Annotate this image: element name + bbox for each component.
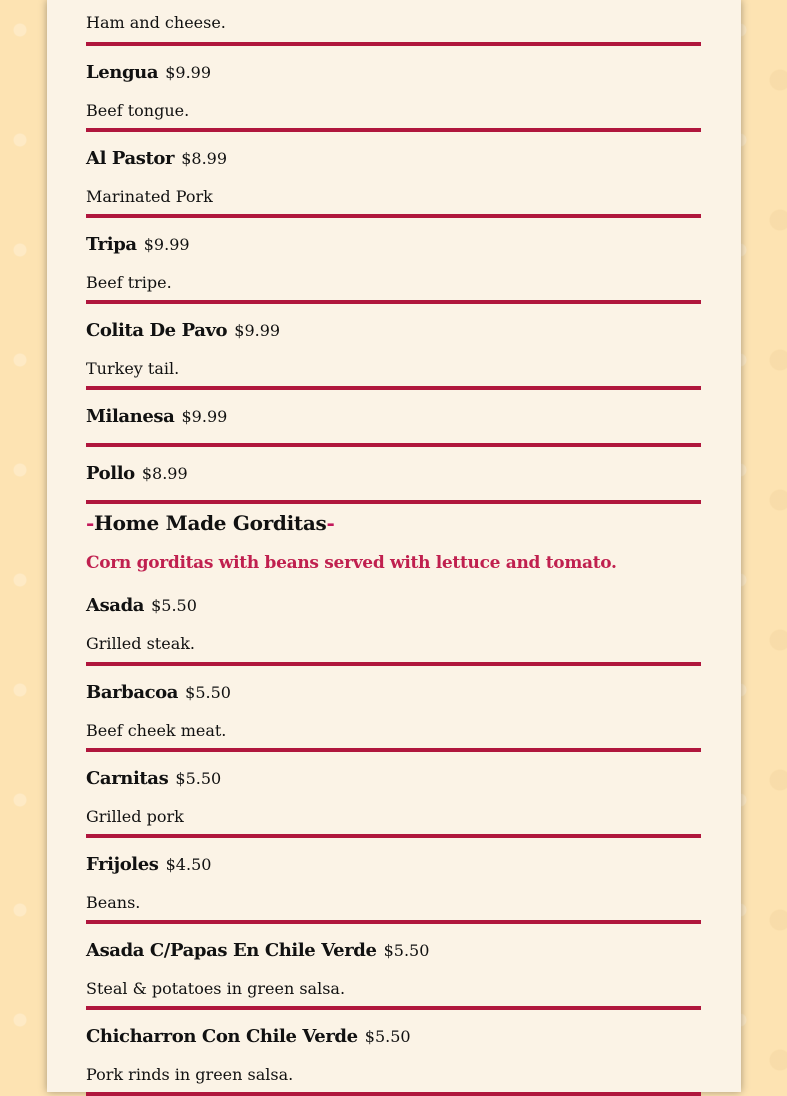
item-price: $9.99	[234, 321, 281, 340]
menu-item-lengua	[86, 46, 701, 132]
menu-item-milanesa	[86, 390, 701, 447]
menu-item-tripa	[86, 218, 701, 304]
item-price: $5.50	[364, 1027, 411, 1046]
menu-item-asada	[86, 586, 701, 666]
item-price: $5.50	[383, 941, 430, 960]
item-price: $5.50	[185, 683, 231, 702]
item-description: Beef cheek meat.	[86, 721, 227, 740]
item-name: Barbacoa	[86, 682, 179, 703]
item-name: Asada	[86, 595, 145, 616]
item-description: Grilled pork	[86, 807, 184, 826]
item-price: $9.99	[165, 63, 212, 82]
item-description: Steal & potatoes in green salsa.	[86, 979, 346, 998]
item-description: Beef tongue.	[86, 101, 190, 120]
item-name: Frijoles	[86, 854, 159, 875]
item-price: $5.50	[175, 769, 222, 788]
menu-item-colita-de-pavo	[86, 304, 701, 390]
item-name: Colita De Pavo	[86, 320, 228, 341]
item-price: $9.99	[181, 407, 228, 426]
section-title	[86, 511, 334, 535]
section-header	[86, 504, 701, 586]
item-description: Ham and cheese.	[86, 13, 226, 32]
menu-item-barbacoa	[86, 666, 701, 752]
menu-item-al-pastor	[86, 132, 701, 218]
menu-item-asada-papas-chile-verde	[86, 924, 701, 1010]
item-name: Lengua	[86, 62, 159, 83]
menu-item-carnitas	[86, 752, 701, 838]
section-title-text: Home Made Gorditas	[94, 511, 327, 535]
item-name: Pollo	[86, 463, 135, 484]
item-description: Turkey tail.	[86, 359, 180, 378]
section-subtitle: Corn gorditas with beans served with lettuce and tomato.	[86, 553, 617, 573]
item-description: Grilled steak.	[86, 634, 196, 653]
item-name: Asada C/Papas En Chile Verde	[86, 940, 377, 961]
item-price: $4.50	[165, 855, 212, 874]
item-description: Beans.	[86, 893, 141, 912]
title-dash-left: -	[86, 511, 95, 535]
item-price: $8.99	[181, 149, 228, 168]
item-price: $9.99	[143, 235, 190, 254]
menu-item-frijoles	[86, 838, 701, 924]
menu-item-chicharron-chile-verde	[86, 1010, 701, 1096]
item-description: Marinated Pork	[86, 187, 213, 206]
menu-page	[47, 0, 741, 1092]
item-name: Chicharron Con Chile Verde	[86, 1026, 358, 1047]
item-price: $5.50	[151, 596, 197, 615]
menu-item-ham-cheese	[86, 0, 701, 46]
menu-content	[86, 0, 701, 1096]
item-description: Pork rinds in green salsa.	[86, 1065, 294, 1084]
item-name: Tripa	[86, 234, 137, 255]
item-name: Al Pastor	[86, 148, 175, 169]
title-dash-right: -	[326, 511, 335, 535]
menu-item-pollo	[86, 447, 701, 504]
item-price: $8.99	[141, 464, 188, 483]
item-name: Milanesa	[86, 406, 175, 427]
item-name: Carnitas	[86, 768, 169, 789]
item-description: Beef tripe.	[86, 273, 172, 292]
